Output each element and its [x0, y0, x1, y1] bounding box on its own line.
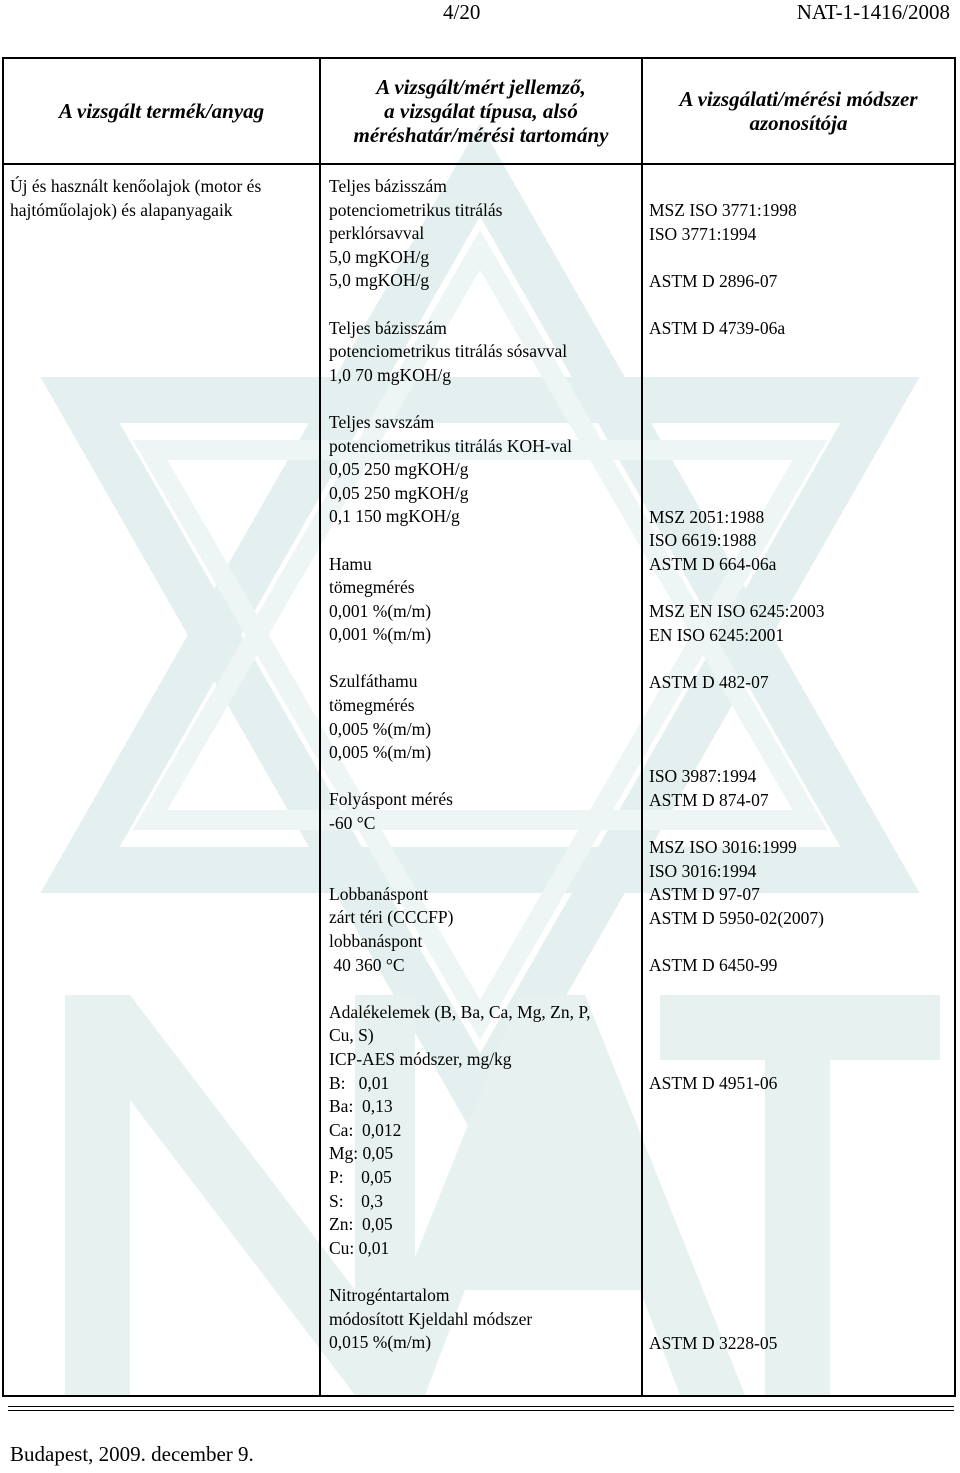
- header-divider: [4, 163, 954, 165]
- method-line: ASTM D 6450-99: [649, 955, 778, 975]
- characteristic-line: 0,001 %(m/m): [329, 624, 432, 645]
- characteristic-line: 0,005 %(m/m): [329, 718, 432, 739]
- method-line: [649, 1284, 825, 1308]
- method-line: [649, 1261, 825, 1285]
- method-line: [649, 1237, 825, 1261]
- column-header-product: [4, 59, 319, 163]
- characteristic-line: Adalékelemek (B, Ba, Ca, Mg, Zn, P,: [329, 1001, 591, 1022]
- method-line: MSZ ISO 3771:1998: [649, 200, 797, 220]
- characteristic-line: Zn: 0,05: [329, 1214, 393, 1235]
- characteristic-line: Lobbanáspont: [329, 883, 429, 904]
- method-line: [649, 930, 825, 954]
- method-line: [649, 1143, 825, 1167]
- characteristic-line: 5,0 mgKOH/g: [329, 270, 430, 291]
- method-line: [649, 459, 825, 483]
- method-line: [649, 293, 825, 317]
- characteristic-line: 0,05 250 mgKOH/g: [329, 482, 469, 503]
- method-line: ASTM D 4739-06a: [649, 317, 786, 338]
- method-line: [649, 1166, 825, 1190]
- method-line: ASTM D 874-07: [649, 789, 769, 810]
- characteristic-line: ICP-AES módszer, mg/kg: [329, 1048, 512, 1069]
- characteristic-line: 1,0 70 mgKOH/g: [329, 364, 452, 385]
- method-line: [649, 435, 825, 459]
- characteristic-line: 5,0 mgKOH/g: [329, 246, 430, 267]
- characteristic-line: 0,001 %(m/m): [329, 600, 432, 621]
- characteristic-line: Ca: 0,012: [329, 1119, 402, 1140]
- page-number: 4/20: [443, 0, 481, 24]
- method-line: [649, 1025, 825, 1049]
- method-line: ASTM D 3228-05: [649, 1332, 778, 1353]
- column-header-method-line: azonosítója: [749, 111, 848, 135]
- method-line: [649, 1190, 825, 1214]
- characteristic-line: B: 0,01: [329, 1072, 390, 1093]
- method-line: ASTM D 2896-07: [649, 270, 778, 291]
- characteristic-line: lobbanáspont: [329, 931, 423, 951]
- method-line: ASTM D 97-07: [649, 884, 760, 905]
- method-line: ISO 6619:1988: [649, 530, 757, 551]
- methods-cell: [649, 199, 825, 1355]
- method-line: MSZ EN ISO 6245:2003: [649, 601, 825, 622]
- characteristic-line: [329, 859, 590, 883]
- characteristic-line: zárt téri (CCCFP): [329, 907, 454, 928]
- method-line: [649, 1214, 825, 1238]
- method-line: [649, 577, 825, 601]
- characteristic-line: [329, 529, 590, 553]
- accreditation-table: [2, 57, 956, 1397]
- column-header-method: [643, 59, 954, 163]
- method-line: [649, 388, 825, 412]
- characteristic-line: potenciometrikus titrálás KOH-val: [329, 435, 572, 456]
- characteristic-line: P: 0,05: [329, 1166, 392, 1187]
- method-line: [649, 1096, 825, 1120]
- characteristic-line: módosított Kjeldahl módszer: [329, 1308, 533, 1329]
- column-header-characteristic: [321, 59, 641, 163]
- characteristic-line: Mg: 0,05: [329, 1143, 394, 1164]
- characteristic-line: [329, 977, 590, 1001]
- method-line: [649, 246, 825, 270]
- method-line: [649, 341, 825, 365]
- method-line: [649, 694, 825, 718]
- method-line: MSZ ISO 3016:1999: [649, 837, 797, 858]
- method-line: [649, 718, 825, 742]
- method-line: [649, 1001, 825, 1025]
- characteristic-line: Cu, S): [329, 1025, 374, 1046]
- column-header-product-text: A vizsgált termék/anyag: [58, 99, 265, 123]
- characteristic-line: tömegmérés: [329, 577, 415, 598]
- characteristic-line: S: 0,3: [329, 1190, 383, 1211]
- characteristic-line: 0,05 250 mgKOH/g: [329, 459, 469, 480]
- column-header-method-line: A vizsgálati/mérési módszer: [679, 87, 918, 111]
- characteristic-line: 40 360 °C: [329, 954, 405, 975]
- characteristic-line: [329, 1260, 590, 1284]
- method-line: MSZ 2051:1988: [649, 506, 765, 527]
- characteristic-line: tömegmérés: [329, 695, 415, 716]
- characteristic-line: 0,005 %(m/m): [329, 742, 432, 763]
- method-line: [649, 647, 825, 671]
- column-divider: [319, 59, 321, 1395]
- characteristics-cell: [329, 175, 590, 1355]
- characteristic-line: [329, 293, 590, 317]
- method-line: [649, 364, 825, 388]
- characteristic-line: Szulfáthamu: [329, 671, 418, 692]
- method-line: [649, 742, 825, 766]
- method-line: [649, 1119, 825, 1143]
- footer-place-date: Budapest, 2009. december 9.: [10, 1442, 254, 1466]
- characteristic-line: Nitrogéntartalom: [329, 1284, 450, 1305]
- characteristic-line: [329, 765, 590, 789]
- characteristic-line: Teljes bázisszám: [329, 317, 447, 338]
- method-line: [649, 411, 825, 435]
- characteristic-line: [329, 387, 590, 411]
- method-line: ASTM D 4951-06: [649, 1072, 778, 1093]
- method-line: [649, 978, 825, 1002]
- characteristic-line: 0,015 %(m/m): [329, 1332, 432, 1353]
- characteristic-line: Cu: 0,01: [329, 1237, 390, 1258]
- characteristic-line: Hamu: [329, 553, 372, 574]
- characteristic-line: 0,1 150 mgKOH/g: [329, 506, 460, 527]
- product-cell: Új és használt kenőolajok (motor és hajtóműolajok) és alapanyagaik: [10, 176, 262, 220]
- footer-rule: [8, 1410, 954, 1411]
- characteristic-line: [329, 836, 590, 860]
- method-line: [649, 1308, 825, 1332]
- characteristic-line: -60 °C: [329, 813, 376, 834]
- characteristic-line: [329, 647, 590, 671]
- method-line: [649, 812, 825, 836]
- characteristic-line: potenciometrikus titrálás: [329, 199, 503, 220]
- footer-rule: [8, 1406, 954, 1407]
- method-line: ISO 3987:1994: [649, 766, 757, 787]
- column-header-characteristic-line: A vizsgált/mért jellemző,: [376, 75, 586, 99]
- method-line: ASTM D 5950-02(2007): [649, 907, 824, 928]
- method-line: ASTM D 664-06a: [649, 553, 777, 574]
- method-line: EN ISO 6245:2001: [649, 624, 785, 645]
- characteristic-line: perklórsavval: [329, 223, 425, 244]
- characteristic-line: Ba: 0,13: [329, 1096, 393, 1117]
- method-line: ISO 3016:1994: [649, 860, 757, 881]
- method-line: [649, 1048, 825, 1072]
- column-header-characteristic-line: méréshatár/mérési tartomány: [353, 123, 609, 147]
- characteristic-line: Teljes bázisszám: [329, 176, 447, 196]
- characteristic-line: Folyáspont mérés: [329, 789, 453, 810]
- method-line: [649, 482, 825, 506]
- method-line: ISO 3771:1994: [649, 223, 757, 244]
- column-header-characteristic-line: a vizsgálat típusa, alsó: [384, 99, 578, 123]
- characteristic-line: potenciometrikus titrálás sósavval: [329, 341, 568, 362]
- characteristic-line: Teljes savszám: [329, 411, 435, 432]
- method-line: ASTM D 482-07: [649, 671, 769, 692]
- document-id: NAT-1-1416/2008: [796, 0, 950, 24]
- column-divider: [641, 59, 643, 1395]
